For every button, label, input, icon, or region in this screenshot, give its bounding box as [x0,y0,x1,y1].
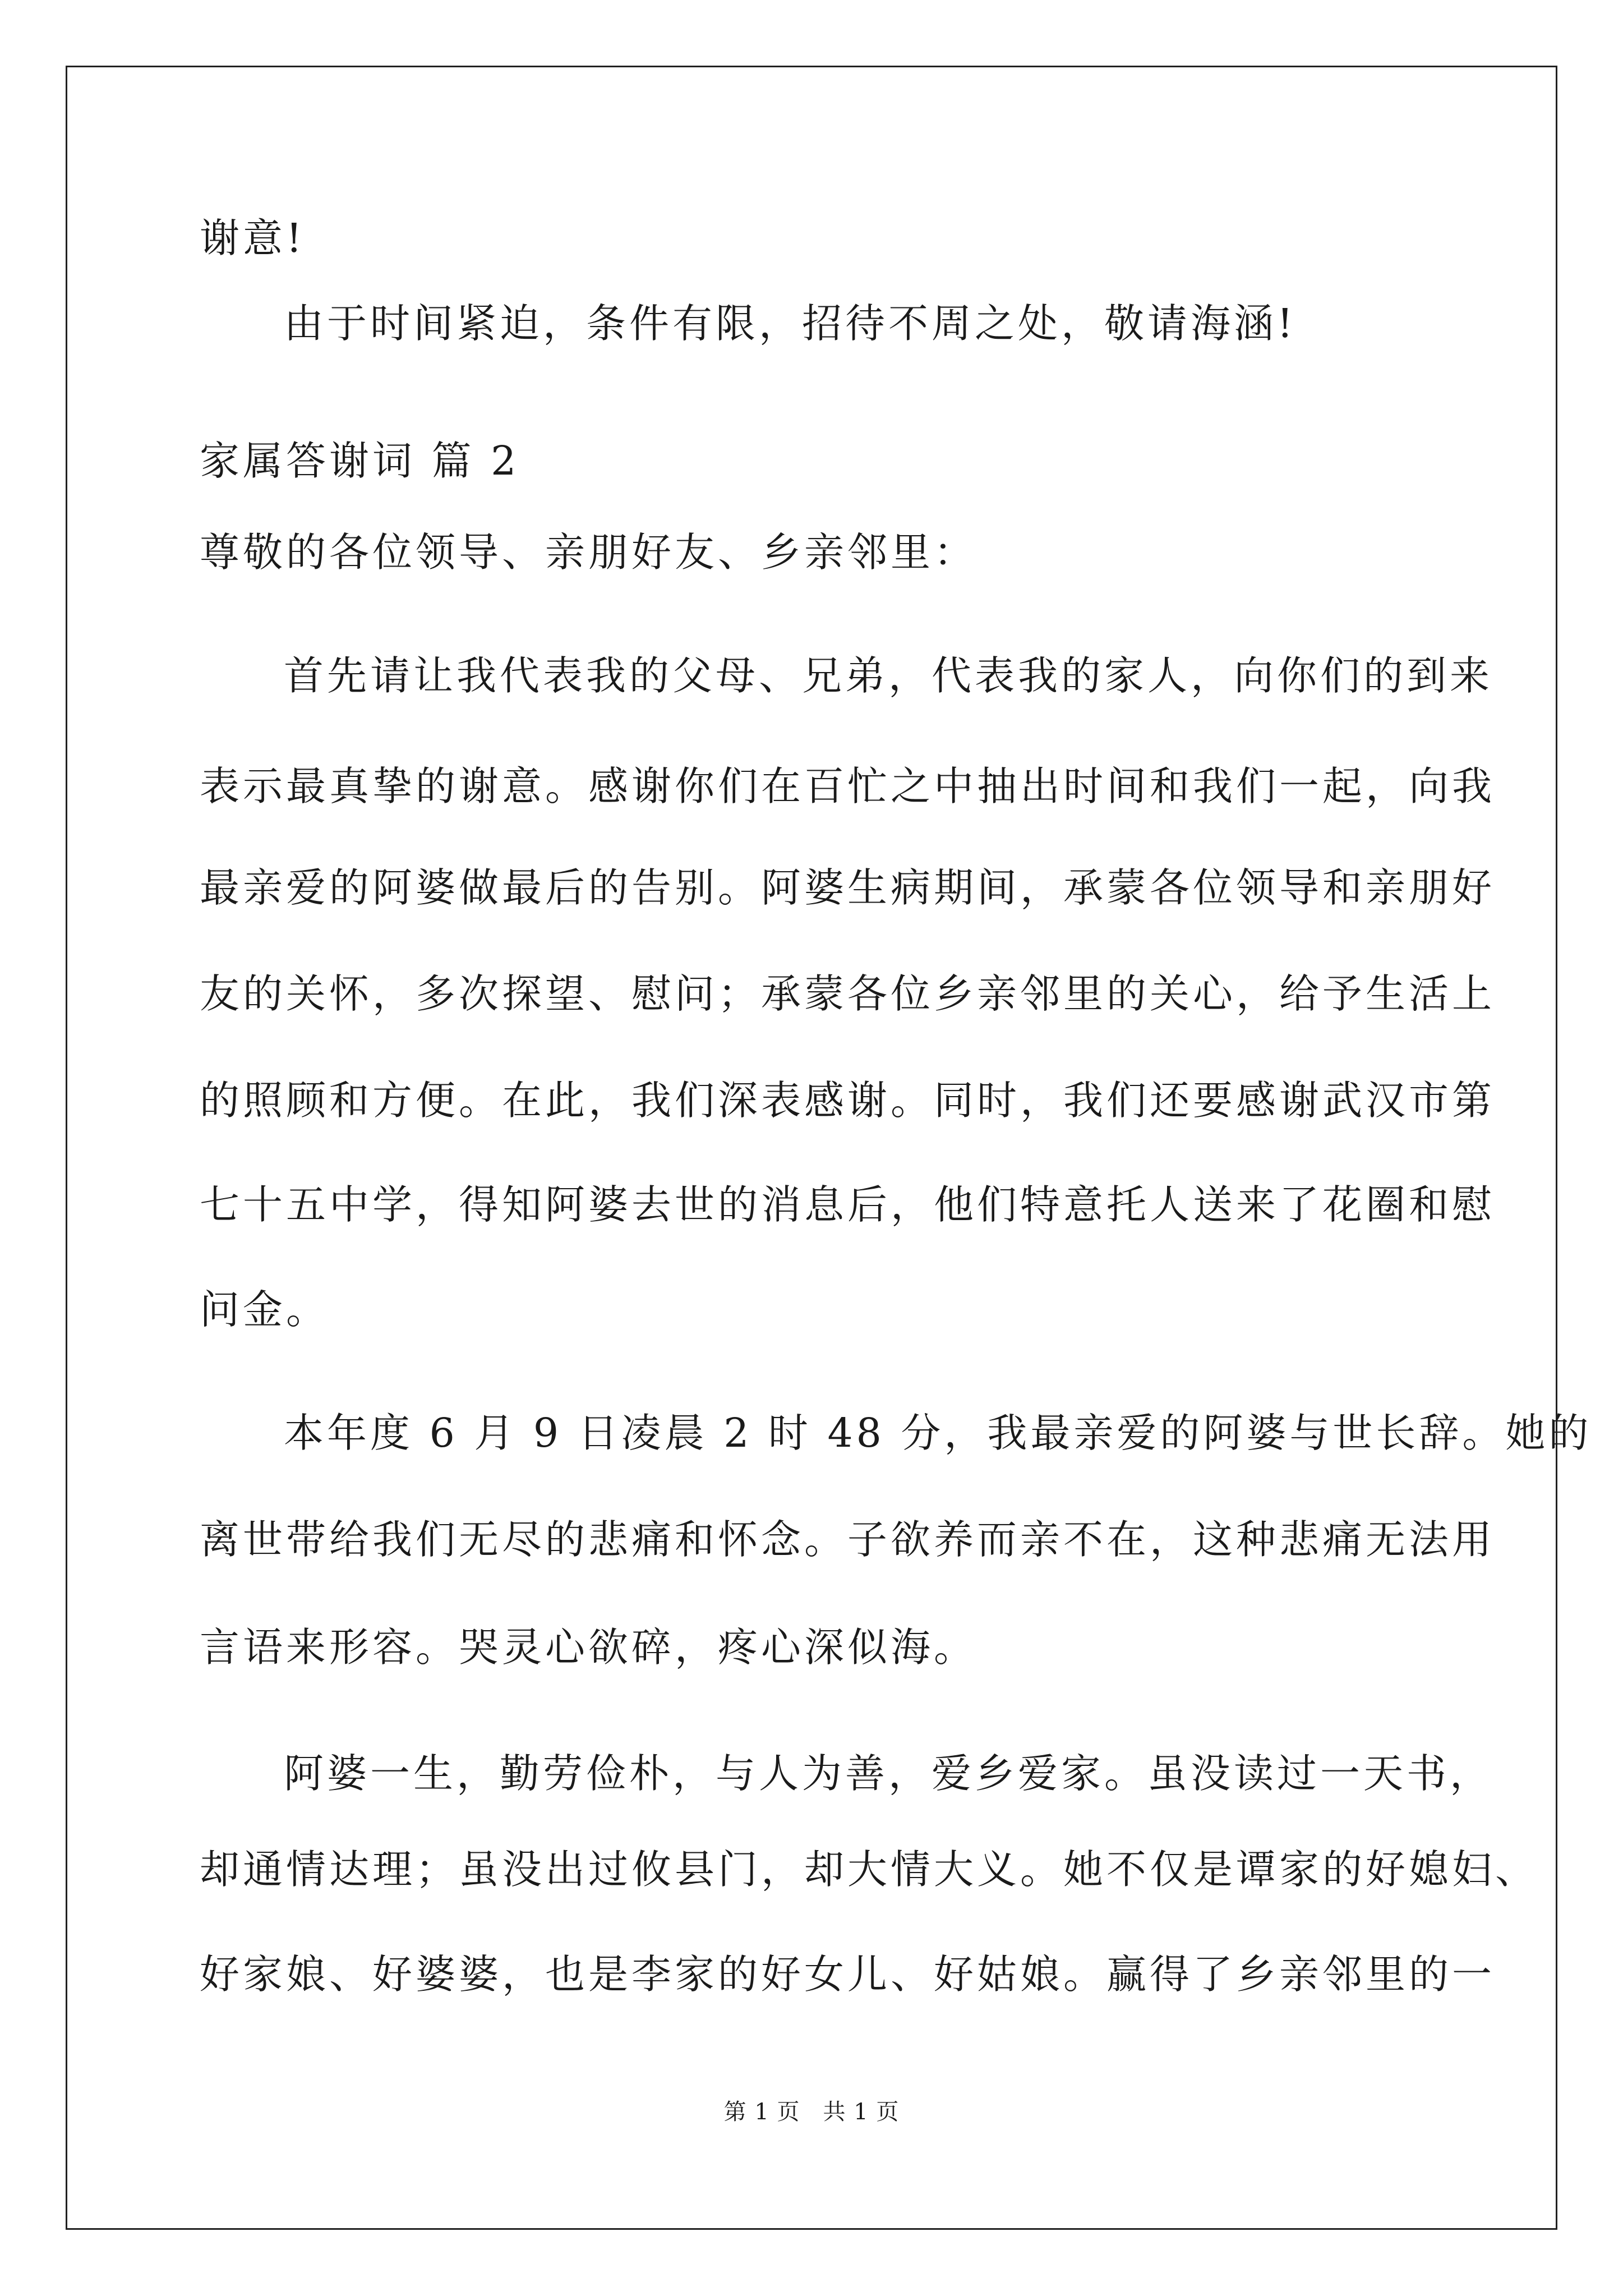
paragraph-line: 本年度 6 月 9 日凌晨 2 时 48 分，我最亲爱的阿婆与世长辞。她的 [284,1410,1592,1456]
salutation-line: 尊敬的各位领导、亲朋好友、乡亲邻里： [200,529,978,576]
paragraph-line: 由于时间紧迫，条件有限，招待不周之处，敬请海涵! [284,300,1297,347]
page-footer: 第 1 页 共 1 页 [723,2099,900,2125]
paragraph-line: 好家娘、好婆婆，也是李家的好女儿、好姑娘。赢得了乡亲邻里的一 [200,1951,1496,1998]
section-heading: 家属答谢词 篇 2 [200,438,520,484]
paragraph-line: 的照顾和方便。在此，我们深表感谢。同时，我们还要感谢武汉市第 [200,1077,1496,1124]
paragraph-line: 阿婆一生，勤劳俭朴，与人为善，爱乡爱家。虽没读过一天书， [284,1750,1493,1797]
paragraph-line: 言语来形容。哭灵心欲碎，疼心深似海。 [200,1624,978,1671]
paragraph-line: 却通情达理；虽没出过攸县门，却大情大义。她不仅是谭家的好媳妇、 [200,1846,1539,1893]
paragraph-line: 谢意! [200,215,306,261]
paragraph-line: 表示最真挚的谢意。感谢你们在百忙之中抽出时间和我们一起，向我 [200,763,1496,809]
paragraph-line: 七十五中学，得知阿婆去世的消息后，他们特意托人送来了花圈和慰 [200,1181,1496,1228]
paragraph-line: 友的关怀，多次探望、慰问；承蒙各位乡亲邻里的关心，给予生活上 [200,970,1496,1017]
paragraph-line: 最亲爱的阿婆做最后的告别。阿婆生病期间，承蒙各位领导和亲朋好 [200,864,1496,911]
paragraph-line: 离世带给我们无尽的悲痛和怀念。子欲养而亲不在，这种悲痛无法用 [200,1516,1496,1563]
page-frame [66,66,1557,2230]
paragraph-line: 首先请让我代表我的父母、兄弟，代表我的家人，向你们的到来 [284,652,1493,699]
paragraph-line: 问金。 [200,1286,330,1333]
